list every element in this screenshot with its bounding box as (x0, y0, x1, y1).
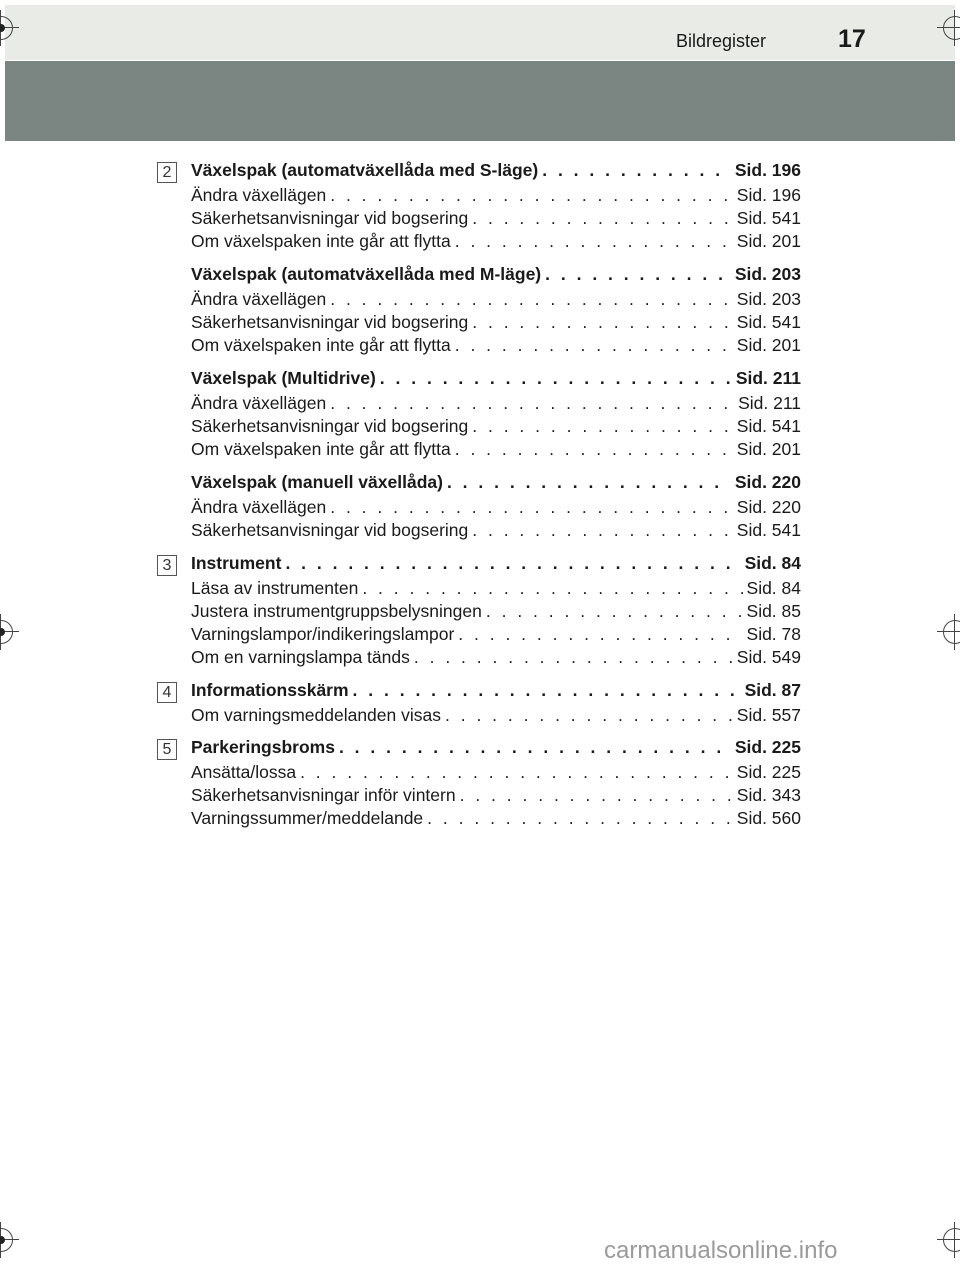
index-entry[interactable] (191, 647, 801, 669)
dot-leader (472, 208, 733, 229)
page-reference: Sid. 343 (736, 785, 801, 805)
entry-label: Om växelspaken inte går att flytta (191, 335, 451, 355)
dot-leader (362, 578, 742, 599)
index-entry[interactable] (191, 208, 801, 230)
page-reference: Sid. 220 (736, 497, 801, 517)
index-entry[interactable] (191, 185, 801, 207)
page-reference: Sid. 196 (736, 185, 801, 205)
dot-leader (455, 439, 733, 460)
dot-leader (545, 264, 731, 285)
page-reference: Sid. 211 (735, 368, 801, 388)
index-entry[interactable] (191, 439, 801, 461)
dot-leader (414, 647, 733, 668)
dot-leader (472, 520, 733, 541)
entry-label: Instrument (191, 553, 282, 573)
page-reference: Sid. 196 (734, 160, 801, 180)
dot-leader (455, 335, 733, 356)
page-number: 17 (838, 25, 866, 53)
entry-label: Justera instrumentgruppsbelysningen (191, 601, 482, 621)
dot-leader (455, 231, 733, 252)
group-marker: 2 (157, 162, 177, 183)
index-heading[interactable] (191, 472, 801, 494)
index-entry[interactable] (191, 705, 801, 727)
index-entry[interactable] (191, 312, 801, 334)
dot-leader (427, 808, 733, 829)
dot-leader (300, 762, 733, 783)
index-heading[interactable] (191, 737, 801, 759)
dot-leader (472, 416, 733, 437)
entry-label: Om växelspaken inte går att flytta (191, 439, 451, 459)
dot-leader (330, 185, 733, 206)
dot-leader (542, 160, 731, 181)
index-entry[interactable] (191, 785, 801, 807)
index-entry[interactable] (191, 393, 801, 415)
dot-leader (447, 472, 731, 493)
entry-label: Läsa av instrumenten (191, 578, 359, 598)
page-reference: Sid. 557 (736, 705, 801, 725)
index-entry[interactable] (191, 808, 801, 830)
group-marker: 3 (157, 555, 177, 576)
page-reference: Sid. 201 (736, 231, 801, 251)
entry-label: Varningslampor/indikeringslampor (191, 624, 455, 644)
page-reference: Sid. 203 (736, 289, 801, 309)
dot-leader (330, 497, 733, 518)
page-reference: Sid. 84 (746, 578, 801, 598)
dot-leader (285, 553, 740, 574)
dot-leader (339, 737, 731, 758)
page-reference: Sid. 78 (746, 624, 801, 644)
page-reference: Sid. 85 (746, 601, 801, 621)
dot-leader (380, 368, 732, 389)
page-reference: Sid. 201 (736, 335, 801, 355)
entry-label: Växelspak (automatväxellåda med M-läge) (191, 264, 542, 284)
entry-label: Säkerhetsanvisningar inför vintern (191, 785, 456, 805)
page-reference: Sid. 201 (736, 439, 801, 459)
dot-leader (445, 705, 733, 726)
dot-leader (460, 785, 733, 806)
page-reference: Sid. 84 (744, 553, 801, 573)
index-entry[interactable] (191, 762, 801, 784)
entry-label: Ändra växellägen (191, 185, 327, 205)
page-reference: Sid. 225 (736, 762, 801, 782)
index-heading[interactable] (191, 680, 801, 702)
index-entry[interactable] (191, 578, 801, 600)
index-entry[interactable] (191, 289, 801, 311)
index-entry[interactable] (191, 601, 801, 623)
page-reference: Sid. 541 (736, 416, 801, 436)
entry-label: Ansätta/lossa (191, 762, 297, 782)
index-heading[interactable] (191, 553, 801, 575)
index-entry[interactable] (191, 416, 801, 438)
index-entry[interactable] (191, 497, 801, 519)
page-reference: Sid. 203 (734, 264, 801, 284)
dot-leader (486, 601, 743, 622)
page-reference: Sid. 541 (736, 520, 801, 540)
entry-label: Säkerhetsanvisningar vid bogsering (191, 416, 469, 436)
entry-label: Ändra växellägen (191, 393, 327, 413)
dot-leader (353, 680, 741, 701)
group-marker: 5 (157, 739, 177, 760)
dot-leader (472, 312, 733, 333)
page-reference: Sid. 87 (744, 680, 801, 700)
group-marker: 4 (157, 682, 177, 703)
entry-label: Om en varningslampa tänds (191, 647, 410, 667)
dot-leader (458, 624, 742, 645)
page-reference: Sid. 220 (734, 472, 801, 492)
page-reference: Sid. 211 (738, 393, 801, 413)
index-heading[interactable] (191, 160, 801, 182)
entry-label: Växelspak (Multidrive) (191, 368, 376, 388)
page-reference: Sid. 541 (736, 312, 801, 332)
entry-label: Varningssummer/meddelande (191, 808, 424, 828)
entry-label: Säkerhetsanvisningar vid bogsering (191, 208, 469, 228)
entry-label: Säkerhetsanvisningar vid bogsering (191, 520, 469, 540)
entry-label: Växelspak (automatväxellåda med S-läge) (191, 160, 539, 180)
entry-label: Parkeringsbroms (191, 737, 335, 757)
page-reference: Sid. 549 (736, 647, 801, 667)
index-entry[interactable] (191, 520, 801, 542)
dot-leader (330, 289, 733, 310)
entry-label: Informationsskärm (191, 680, 349, 700)
entry-label: Om varningsmeddelanden visas (191, 705, 441, 725)
entry-label: Ändra växellägen (191, 289, 327, 309)
section-title: Bildregister (676, 31, 767, 51)
entry-label: Ändra växellägen (191, 497, 327, 517)
page-reference: Sid. 541 (736, 208, 801, 228)
entry-label: Växelspak (manuell växellåda) (191, 472, 443, 492)
index-heading[interactable] (191, 368, 801, 390)
page-reference: Sid. 225 (734, 737, 801, 757)
index-entry[interactable] (191, 231, 801, 253)
entry-label: Säkerhetsanvisningar vid bogsering (191, 312, 469, 332)
watermark: carmanualsonline.info (604, 1237, 838, 1264)
index-heading[interactable] (191, 264, 801, 286)
dot-leader (330, 393, 734, 414)
entry-label: Om växelspaken inte går att flytta (191, 231, 451, 251)
page-reference: Sid. 560 (736, 808, 801, 828)
index-entry[interactable] (191, 624, 801, 646)
index-entry[interactable] (191, 335, 801, 357)
